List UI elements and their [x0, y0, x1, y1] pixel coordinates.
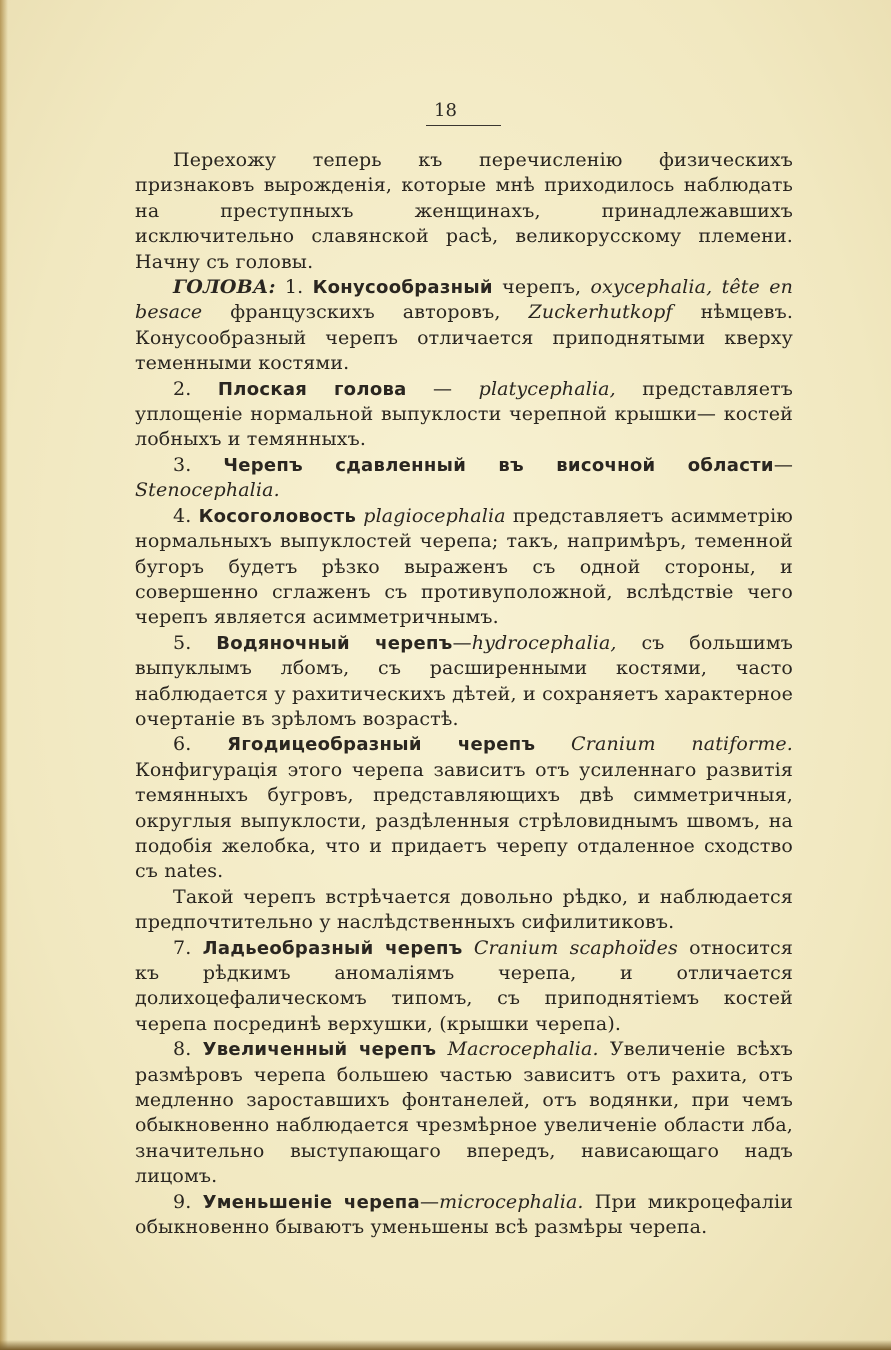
paragraph	[135, 504, 793, 631]
text-run: —	[419, 1190, 440, 1213]
text-run: 7.	[173, 936, 203, 959]
bold-term: Ягодицеобразный черепъ	[227, 734, 536, 756]
bold-term: Плоская голова	[217, 378, 407, 400]
text-run: 6.	[173, 733, 228, 756]
paragraph	[135, 453, 793, 504]
text-run: съ большимъ выпуклымъ лбомъ, съ расширенными костями, часто наблюдается у рахитическихъ дѣтей, и сохраняетъ характерное очертаніе въ зрѣломъ возрастѣ.	[135, 631, 793, 730]
text-run: представляетъ асимметрію нормальныхъ выпуклостей черепа; такъ, напримѣръ, теменной бугоръ будетъ рѣзко выраженъ съ одной стороны, и совершенно сглаженъ съ противуположной, вслѣдствіе чего черепъ является асимметричнымъ.	[135, 504, 793, 629]
italic-term: platycephalia,	[478, 377, 616, 400]
body-text	[135, 148, 793, 1240]
bold-term: Конусообразный	[312, 277, 493, 299]
text-run: черепъ,	[492, 276, 591, 299]
page-number-rule	[426, 125, 501, 126]
text-run: 1.	[275, 276, 313, 299]
text-run: относится къ рѣдкимъ аномаліямъ черепа, и отличается долихоцефалическомъ типомъ, съ приподнятіемъ костей черепа посрединѣ верхушки, (крышки черепа).	[135, 936, 793, 1035]
page-number: 18	[434, 100, 457, 121]
paragraph	[135, 631, 793, 733]
paragraph	[135, 1190, 793, 1241]
text-run: Конфигурація этого черепа зависитъ отъ усиленнаго развитія темянныхъ бугровъ, представляющихъ двѣ симметричныя, округлыя выпуклости, раздѣленныя стрѣловиднымъ швомъ, на подобія желобка, что и придаетъ черепу отдаленное сходство съ nates.	[135, 758, 793, 883]
paragraph	[135, 732, 793, 884]
text-run: 4.	[173, 504, 199, 527]
text-run	[535, 733, 571, 755]
italic-term: Cranium natiforme.	[571, 733, 793, 756]
paragraph	[135, 1037, 793, 1189]
text-run	[436, 1038, 447, 1060]
italic-term: Stenocephalia.	[135, 479, 280, 502]
bold-term: Черепъ сдавленный въ височной области	[223, 454, 774, 476]
text-run: 8.	[173, 1038, 203, 1061]
text-run: 2.	[173, 377, 218, 400]
bold-term: Водяночный черепъ	[216, 632, 453, 654]
bold-term: Увеличенный черепъ	[202, 1039, 437, 1061]
italic-term: Cranium scaphoïdes	[473, 936, 678, 959]
paragraph	[135, 377, 793, 453]
text-run: представляетъ уплощеніе нормальной выпуклости черепной крышки— костей лобныхъ и темянныхъ.	[135, 377, 794, 451]
italic-term: Zuckerhutkopf	[528, 301, 673, 324]
bold-term: Косоголовость	[198, 505, 357, 527]
italic-term: hydrocephalia,	[471, 631, 617, 654]
paragraph	[135, 885, 793, 936]
text-run: При микроцефаліи обыкновенно бываютъ уменьшены всѣ размѣры черепа.	[135, 1190, 794, 1239]
paragraph	[135, 148, 793, 275]
text-run: французскихъ авторовъ,	[202, 301, 529, 324]
text-run: Такой черепъ встрѣчается довольно рѣдко, и наблюдается предпочтительно у наслѣдственныхъ сифилитиковъ.	[135, 885, 793, 934]
italic-term: microcephalia.	[439, 1190, 584, 1213]
bold-term: Уменьшеніе черепа	[202, 1191, 420, 1213]
page-edge-shadow-left	[0, 0, 8, 1350]
page-edge-shadow-bottom	[0, 1340, 891, 1350]
text-run: 3.	[173, 453, 224, 476]
paragraph	[135, 936, 793, 1038]
text-run: —	[773, 453, 793, 476]
text-run: Увеличеніе всѣхъ размѣровъ черепа большею частью зависитъ отъ рахита, отъ медленно зароставшихъ фонтанелей, отъ водянки, при чемъ обыкновенно наблюдается чрезмѣрное увеличеніе области лба, значительно выступающаго впередъ, нависающаго надъ лицомъ.	[135, 1038, 793, 1188]
bold-term: Ладьеобразный черепъ	[202, 937, 463, 959]
italic-term: Macrocephalia.	[447, 1038, 599, 1061]
italic-term: ГОЛОВА:	[173, 276, 276, 299]
italic-term: plagiocephalia	[363, 504, 506, 527]
text-run: нѣмцевъ. Конусообразный черепъ отличается приподнятыми кверху теменными костями.	[135, 301, 794, 375]
text-run: —	[406, 377, 479, 400]
text-run: 9.	[173, 1190, 203, 1213]
paragraph	[135, 275, 793, 377]
text-run: 5.	[173, 631, 217, 654]
italic-term: oxycephalia, tête en besace	[135, 276, 794, 324]
text-run	[463, 937, 474, 959]
text-run: —	[452, 631, 472, 654]
text-run: Перехожу теперь къ перечисленію физическихъ признаковъ вырожденія, которые мнѣ приходилось наблюдать на преступныхъ женщинахъ, принадлежавшихъ исключительно славянской расѣ, великорусскому племени. Начну съ головы.	[135, 149, 793, 273]
